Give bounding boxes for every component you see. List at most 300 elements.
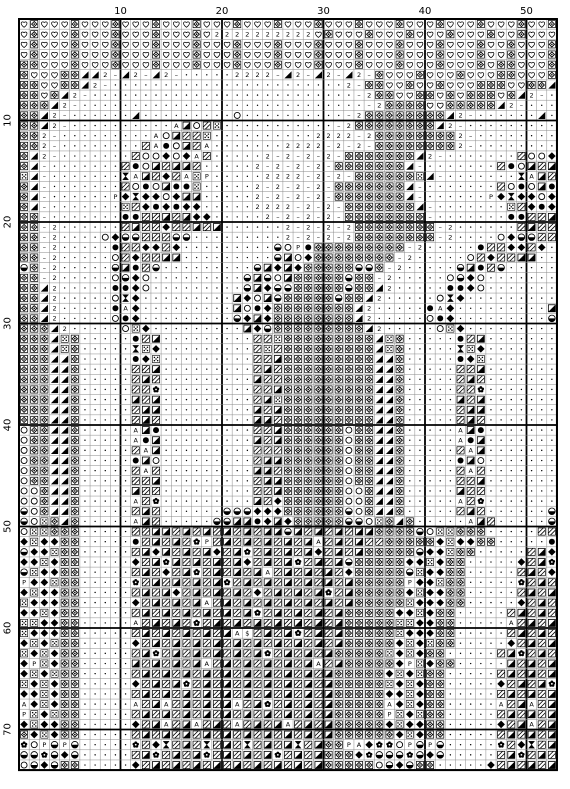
stitch-cell xyxy=(497,680,505,688)
stitch-cell xyxy=(125,379,126,380)
stitch-cell xyxy=(84,734,85,735)
stitch-cell xyxy=(511,145,512,146)
stitch-cell xyxy=(325,721,332,728)
stitch-cell xyxy=(477,538,484,545)
stitch-cell xyxy=(450,399,451,400)
stitch-cell xyxy=(234,295,241,302)
stitch-cell xyxy=(366,690,373,697)
stitch-cell xyxy=(419,257,420,258)
stitch-cell xyxy=(254,487,261,494)
stitch-cell xyxy=(478,386,484,392)
stitch-cell xyxy=(325,680,332,687)
stitch-cell xyxy=(115,703,116,704)
stitch-cell xyxy=(254,274,261,281)
stitch-cell xyxy=(214,22,220,27)
stitch-cell xyxy=(325,487,332,494)
stitch-cell xyxy=(145,308,146,309)
stitch-cell xyxy=(115,754,116,755)
stitch-cell xyxy=(315,457,322,464)
stitch-cell xyxy=(386,741,392,747)
stitch-cell xyxy=(325,589,331,595)
stitch-cell xyxy=(498,61,505,68)
stitch-cell xyxy=(305,650,312,657)
stitch-cell xyxy=(437,61,444,68)
stitch-cell xyxy=(335,508,342,515)
stitch-cell xyxy=(203,569,210,576)
stitch-cell xyxy=(31,112,38,119)
stitch-cell xyxy=(345,396,352,403)
stitch-cell xyxy=(274,701,281,708)
stitch-cell xyxy=(94,257,95,258)
stitch-cell xyxy=(541,308,542,309)
stitch-cell: – xyxy=(368,71,371,79)
stitch-cell xyxy=(115,764,116,765)
stitch-cell xyxy=(183,548,190,555)
stitch-cell xyxy=(345,711,352,718)
stitch-cell xyxy=(511,460,512,461)
stitch-cell xyxy=(125,561,126,562)
stitch-cell xyxy=(346,32,352,37)
stitch-cell xyxy=(500,521,501,522)
stitch-cell xyxy=(237,399,238,400)
stitch-cell xyxy=(538,680,545,687)
stitch-cell xyxy=(315,335,322,342)
stitch-cell xyxy=(440,470,441,471)
stitch-cell: A xyxy=(509,619,514,627)
stitch-cell xyxy=(376,183,383,190)
stitch-cell xyxy=(487,264,494,271)
stitch-cell: – xyxy=(337,213,340,221)
stitch-cell xyxy=(539,153,545,159)
stitch-cell xyxy=(115,460,116,461)
stitch-cell xyxy=(355,254,362,261)
stitch-cell xyxy=(426,640,433,647)
stitch-cell xyxy=(223,619,230,626)
stitch-cell xyxy=(518,234,525,241)
stitch-cell xyxy=(416,132,423,139)
stitch-cell xyxy=(284,690,291,697)
stitch-cell xyxy=(21,437,27,443)
stitch-cell xyxy=(71,721,78,728)
stitch-cell xyxy=(500,531,501,532)
stitch-cell xyxy=(216,368,217,369)
stitch-cell xyxy=(409,429,410,430)
stitch-cell xyxy=(183,142,190,149)
stitch-cell xyxy=(20,355,27,362)
stitch-cell xyxy=(284,335,291,342)
stitch-cell xyxy=(224,660,231,667)
stitch-cell xyxy=(379,318,380,319)
stitch-cell xyxy=(315,569,322,576)
stitch-cell xyxy=(346,518,353,525)
stitch-cell xyxy=(142,579,149,586)
stitch-cell xyxy=(193,224,200,231)
stitch-cell xyxy=(511,592,512,593)
stitch-cell xyxy=(386,579,393,586)
stitch-cell xyxy=(355,751,363,759)
stitch-cell xyxy=(406,112,413,119)
stitch-cell xyxy=(163,22,169,27)
stitch-cell xyxy=(416,619,424,627)
stitch-cell: A xyxy=(468,467,473,475)
stitch-cell xyxy=(467,487,474,494)
stitch-cell xyxy=(521,297,522,298)
stitch-cell xyxy=(426,579,434,587)
stitch-cell xyxy=(142,325,150,333)
stitch-cell xyxy=(255,22,261,27)
stitch-cell: – xyxy=(297,203,300,211)
stitch-cell xyxy=(203,528,210,535)
stitch-cell xyxy=(335,325,342,332)
stitch-cell xyxy=(426,92,433,99)
stitch-cell xyxy=(468,32,474,37)
stitch-cell xyxy=(132,660,139,667)
stitch-cell xyxy=(295,386,302,393)
stitch-cell xyxy=(355,386,362,393)
stitch-cell xyxy=(105,571,106,572)
stitch-cell xyxy=(396,142,403,149)
stitch-cell xyxy=(105,734,106,735)
stitch-cell xyxy=(176,379,177,380)
stitch-cell xyxy=(142,680,149,687)
stitch-cell xyxy=(112,255,118,261)
stitch-cell xyxy=(538,701,545,708)
stitch-cell xyxy=(206,389,207,390)
stitch-cell xyxy=(328,125,329,126)
stitch-cell xyxy=(541,267,542,268)
stitch-cell xyxy=(186,440,187,441)
stitch-cell xyxy=(406,152,413,159)
stitch-cell: 2 xyxy=(327,132,331,140)
stitch-cell xyxy=(508,762,515,769)
stitch-cell xyxy=(196,237,197,238)
stitch-cell xyxy=(183,558,190,565)
stitch-cell xyxy=(460,744,461,745)
stitch-cell xyxy=(440,511,441,512)
stitch-cell xyxy=(295,487,302,494)
stitch-cell xyxy=(426,142,433,149)
stitch-cell: P xyxy=(347,741,351,749)
stitch-cell xyxy=(173,22,179,27)
stitch-cell xyxy=(480,653,481,654)
stitch-cell xyxy=(295,42,301,47)
stitch-cell xyxy=(123,326,129,332)
stitch-cell xyxy=(315,355,322,362)
stitch-cell xyxy=(244,275,251,282)
stitch-cell xyxy=(173,32,179,37)
stitch-cell xyxy=(297,84,298,85)
stitch-cell xyxy=(295,711,302,718)
stitch-cell xyxy=(203,579,210,586)
stitch-cell xyxy=(305,244,311,250)
stitch-cell xyxy=(264,498,271,505)
stitch-cell xyxy=(213,528,220,535)
stitch-cell xyxy=(521,470,522,471)
stitch-cell xyxy=(419,348,420,349)
stitch-cell xyxy=(528,213,535,220)
stitch-cell xyxy=(41,416,48,423)
stitch-cell xyxy=(257,257,258,258)
stitch-cell xyxy=(470,643,471,644)
stitch-cell xyxy=(176,521,177,522)
stitch-cell: – xyxy=(347,112,350,120)
stitch-cell xyxy=(254,335,261,342)
stitch-cell xyxy=(518,650,524,656)
stitch-cell xyxy=(419,419,420,420)
stitch-cell xyxy=(51,670,58,677)
stitch-cell xyxy=(61,558,68,565)
stitch-cell xyxy=(31,92,38,99)
stitch-cell xyxy=(386,254,393,261)
stitch-cell xyxy=(345,599,352,606)
stitch-cell xyxy=(52,52,58,57)
stitch-cell xyxy=(396,234,403,241)
stitch-cell xyxy=(458,285,464,291)
stitch-cell: – xyxy=(347,173,350,181)
stitch-cell xyxy=(214,62,220,67)
stitch-cell xyxy=(477,20,484,27)
stitch-cell xyxy=(345,325,352,332)
stitch-cell xyxy=(426,112,433,119)
stitch-cell xyxy=(20,132,27,139)
stitch-cell: – xyxy=(337,152,340,160)
stitch-cell xyxy=(41,660,48,667)
stitch-cell xyxy=(508,680,515,687)
stitch-cell xyxy=(284,741,291,748)
stitch-cell xyxy=(335,376,342,383)
stitch-cell xyxy=(295,396,302,403)
stitch-cell xyxy=(315,508,322,515)
stitch-cell xyxy=(490,460,491,461)
stitch-cell xyxy=(20,629,27,636)
stitch-cell: – xyxy=(83,91,86,99)
stitch-cell xyxy=(511,429,512,430)
stitch-cell: – xyxy=(43,213,46,221)
stitch-cell xyxy=(467,102,474,109)
stitch-cell xyxy=(193,650,200,657)
stitch-cell xyxy=(521,115,522,116)
stitch-cell xyxy=(84,703,85,704)
stitch-cell xyxy=(436,599,444,607)
stitch-cell: 2 xyxy=(52,315,56,323)
stitch-cell xyxy=(247,338,248,339)
stitch-cell xyxy=(264,477,271,484)
stitch-cell xyxy=(285,285,292,292)
stitch-cell xyxy=(460,206,461,207)
stitch-cell xyxy=(132,639,140,647)
stitch-cell xyxy=(84,145,85,146)
stitch-cell xyxy=(345,640,352,647)
stitch-cell xyxy=(480,318,481,319)
stitch-cell xyxy=(528,234,535,241)
stitch-cell xyxy=(163,690,170,697)
stitch-cell xyxy=(386,376,393,383)
stitch-cell xyxy=(521,419,522,420)
stitch-cell xyxy=(224,508,231,515)
stitch-cell xyxy=(125,734,126,735)
stitch-cell xyxy=(284,498,291,505)
stitch-cell xyxy=(41,102,48,109)
stitch-cell xyxy=(132,315,140,323)
stitch-cell: 2 xyxy=(306,203,310,211)
stitch-cell xyxy=(325,761,332,768)
stitch-cell xyxy=(511,582,512,583)
stitch-cell: $ xyxy=(245,629,249,637)
stitch-cell xyxy=(511,470,512,471)
stitch-cell xyxy=(173,62,179,67)
stitch-cell xyxy=(274,41,281,48)
stitch-cell xyxy=(355,295,362,302)
stitch-cell xyxy=(115,115,116,116)
stitch-cell: A xyxy=(194,152,199,160)
stitch-cell: 2 xyxy=(377,325,381,333)
stitch-cell xyxy=(206,84,207,85)
stitch-cell xyxy=(274,51,281,58)
stitch-cell: A xyxy=(458,437,463,445)
stitch-cell xyxy=(213,690,220,697)
stitch-cell xyxy=(31,437,38,444)
stitch-cell xyxy=(406,538,413,545)
stitch-cell xyxy=(500,379,501,380)
stitch-cell xyxy=(61,660,68,667)
stitch-cell: P xyxy=(408,579,412,587)
stitch-cell xyxy=(193,173,200,180)
stitch-cell xyxy=(480,216,481,217)
stitch-cell xyxy=(74,328,75,329)
stitch-cell xyxy=(538,81,545,88)
stitch-cell xyxy=(538,589,545,596)
stitch-cell xyxy=(275,285,282,292)
stitch-cell xyxy=(71,51,78,58)
stitch-cell xyxy=(196,389,197,390)
stitch-cell xyxy=(419,389,420,390)
stitch-cell xyxy=(386,762,393,769)
stitch-cell xyxy=(105,267,106,268)
stitch-cell xyxy=(193,609,200,616)
stitch-cell xyxy=(163,660,170,667)
stitch-cell xyxy=(429,460,430,461)
stitch-cell xyxy=(94,237,95,238)
stitch-cell xyxy=(295,599,302,606)
stitch-cell: A xyxy=(458,497,463,505)
stitch-cell xyxy=(176,297,177,298)
stitch-cell xyxy=(419,379,420,380)
stitch-cell xyxy=(450,247,451,248)
stitch-cell xyxy=(153,204,159,210)
stitch-cell xyxy=(94,176,95,177)
stitch-cell xyxy=(125,622,126,623)
stitch-cell xyxy=(64,247,65,248)
stitch-cell xyxy=(125,338,126,339)
stitch-cell xyxy=(376,335,383,342)
stitch-cell: 2 xyxy=(306,213,310,221)
stitch-cell xyxy=(308,125,309,126)
stitch-cell xyxy=(142,234,149,241)
stitch-cell xyxy=(284,650,291,657)
stitch-cell xyxy=(216,358,217,359)
stitch-cell xyxy=(426,548,434,556)
stitch-cell xyxy=(305,305,312,312)
stitch-cell xyxy=(325,548,332,555)
stitch-cell xyxy=(345,670,352,677)
stitch-cell: – xyxy=(327,193,330,201)
stitch-cell xyxy=(429,399,430,400)
stitch-cell xyxy=(548,548,556,556)
stitch-cell xyxy=(84,602,85,603)
stitch-cell xyxy=(531,541,532,542)
stitch-cell xyxy=(196,267,197,268)
stitch-cell xyxy=(386,203,393,210)
stitch-cell xyxy=(396,183,403,190)
stitch-cell xyxy=(234,518,241,525)
stitch-cell xyxy=(277,105,278,106)
stitch-cell xyxy=(234,528,241,535)
stitch-cell: A xyxy=(387,700,392,708)
stitch-cell xyxy=(264,711,271,718)
stitch-cell xyxy=(284,660,291,667)
stitch-cell xyxy=(511,521,512,522)
stitch-cell xyxy=(437,701,444,708)
stitch-cell xyxy=(31,355,38,362)
stitch-cell xyxy=(203,630,210,637)
stitch-cell xyxy=(135,94,136,95)
stitch-cell xyxy=(183,203,191,211)
stitch-cell xyxy=(396,508,403,515)
stitch-cell xyxy=(84,592,85,593)
stitch-cell xyxy=(295,416,302,423)
stitch-cell xyxy=(20,558,28,566)
stitch-cell xyxy=(419,511,420,512)
stitch-cell xyxy=(335,579,342,586)
stitch-cell xyxy=(366,569,373,576)
stitch-cell xyxy=(247,135,248,136)
stitch-cell xyxy=(366,548,373,555)
stitch-cell xyxy=(529,42,535,47)
stitch-cell: A xyxy=(529,173,534,181)
stitch-cell xyxy=(366,112,373,119)
stitch-cell xyxy=(173,670,180,677)
stitch-cell xyxy=(213,548,221,556)
stitch-cell xyxy=(64,135,65,136)
stitch-cell xyxy=(325,396,332,403)
stitch-cell xyxy=(165,277,166,278)
stitch-cell xyxy=(389,328,390,329)
stitch-cell xyxy=(366,345,373,352)
stitch-cell xyxy=(133,539,139,545)
stitch-cell xyxy=(163,538,170,545)
stitch-cell xyxy=(450,216,451,217)
stitch-cell: – xyxy=(307,173,310,181)
stitch-cell xyxy=(173,559,180,566)
stitch-cell xyxy=(396,122,403,129)
stitch-cell xyxy=(213,224,220,231)
stitch-cell xyxy=(335,518,342,525)
stitch-cell xyxy=(437,579,444,586)
stitch-cell xyxy=(419,297,420,298)
stitch-cell xyxy=(264,751,271,758)
stitch-cell xyxy=(125,429,126,430)
stitch-cell: 2 xyxy=(266,203,270,211)
stitch-cell xyxy=(274,619,281,626)
stitch-cell xyxy=(183,183,189,189)
stitch-cell xyxy=(519,62,525,67)
stitch-cell xyxy=(173,153,179,159)
stitch-cell xyxy=(142,690,149,697)
stitch-cell xyxy=(409,348,410,349)
stitch-cell xyxy=(254,762,261,769)
stitch-cell xyxy=(133,345,139,352)
stitch-cell: – xyxy=(368,102,371,110)
